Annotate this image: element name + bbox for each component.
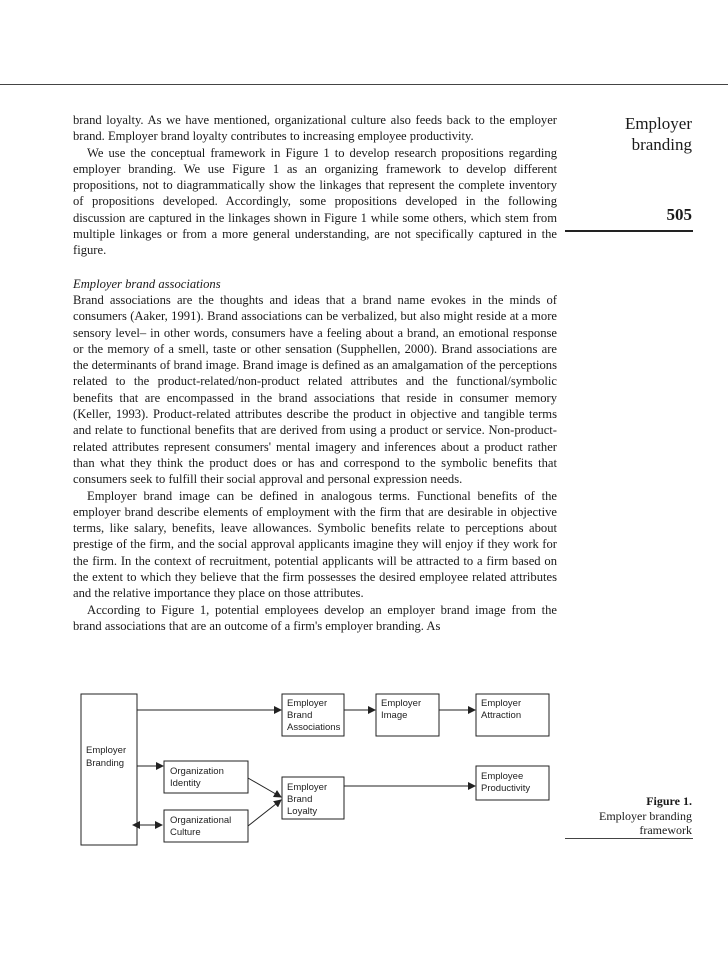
arrow-identity-to-loyalty	[248, 778, 281, 797]
section-heading: Employer brand associations	[73, 276, 221, 291]
box-loyalty-line-1: Employer	[287, 782, 328, 793]
figure-caption-label: Figure 1.	[646, 794, 692, 808]
arrow-culture-to-loyalty	[248, 800, 281, 826]
box-employee-productivity	[476, 766, 549, 800]
box-identity-line-1: Organization	[170, 766, 224, 777]
box-employer-branding-line-1: Employer	[86, 745, 127, 756]
caption-rule	[565, 838, 693, 839]
box-loyalty-line-2: Brand	[287, 794, 313, 805]
box-attraction-line-2: Attraction	[481, 710, 522, 721]
box-associations-line-1: Employer	[287, 698, 328, 709]
paragraph-3: Brand associations are the thoughts and ideas that a brand name evokes in the minds of consumers (Aaker, 1991). Brand associations can be verbalized, but also might reside at a more sensory level– in other words, consumers have a feeling about a brand, an emotional response or the memory of a smell, taste or other sensation (Supphellen, 2000). Brand associations are the determinants of brand image. Brand image is defined as an amalgamation of the perceptions related to the product-related/non-product related attributes and the functional/symbolic benefits that are encompassed in the brand associations that reside in consumer memory (Keller, 1993). Product-related attributes describe the product in objective and tangible terms and relate to functional benefits that are derived from using a product or service. Non-product-related attributes represent consumers' mental imagery and inferences about a product rather than what they think the product does or has and correspond to the symbolic benefits that consumers seek to fulfill their social approval and personal expression needs.	[73, 292, 557, 487]
box-organization-identity	[164, 761, 248, 793]
box-employer-branding	[81, 694, 137, 845]
paragraph-5: According to Figure 1, potential employees develop an employer brand image from the brand associations that are an outcome of a firm's employer branding. As	[73, 602, 557, 633]
box-employer-branding-line-2: Branding	[86, 758, 125, 769]
box-image-line-1: Employer	[381, 698, 422, 709]
running-head-line-2: branding	[631, 135, 692, 154]
box-image-line-2: Image	[381, 710, 408, 721]
page-number: 505	[666, 205, 692, 224]
box-culture-line-2: Culture	[170, 827, 201, 838]
figure-caption-line-2: framework	[639, 823, 692, 837]
box-attraction-line-1: Employer	[481, 698, 522, 709]
box-employer-brand-associations	[282, 694, 344, 736]
box-associations-line-2: Brand	[287, 710, 313, 721]
box-productivity-line-2: Productivity	[481, 783, 531, 794]
box-identity-line-2: Identity	[170, 778, 201, 789]
paragraph-4: Employer brand image can be defined in analogous terms. Functional benefits of the employer brand describe elements of employment with the firm that are desirable in objective terms, like salary, benefits, leave allowances. Symbolic benefits relate to perceptions about prestige of the firm, and the social approval applicants imagine they will enjoy if they work for the firm. In the context of recruitment, potential applicants will be attracted to a firm based on the extent to which they believe that the firm possesses the desired employee related attributes and the relative importance they place on those attributes.	[73, 488, 557, 601]
box-employer-brand-loyalty	[282, 777, 344, 819]
paragraph-2: We use the conceptual framework in Figure 1 to develop research propositions regarding employer branding. We use Figure 1 as an organizing framework to develop different propositions, not to diagrammatically show the linkages that represent the complete inventory of propositions developed. Accordingly, some propositions developed in the following discussion are captured in the linkages shown in Figure 1 while some others, which stem from multiple linkages or from a more general understanding, are not specifically captured in the figure.	[73, 145, 557, 258]
box-culture-line-1: Organizational	[170, 815, 232, 826]
box-associations-line-3: Associations	[287, 722, 341, 733]
box-employer-attraction	[476, 694, 549, 736]
figure-caption-line-1: Employer branding	[599, 808, 692, 823]
running-head-line-1: Employer	[624, 114, 692, 133]
figure-caption	[552, 794, 692, 838]
box-employer-image	[376, 694, 439, 736]
box-productivity-line-1: Employee	[481, 771, 524, 782]
box-loyalty-line-3: Loyalty	[287, 806, 318, 817]
box-organizational-culture	[164, 810, 248, 842]
paragraph-1: brand loyalty. As we have mentioned, organizational culture also feeds back to the employer brand. Employer brand loyalty contributes to increasing employee productivity.	[73, 113, 557, 144]
